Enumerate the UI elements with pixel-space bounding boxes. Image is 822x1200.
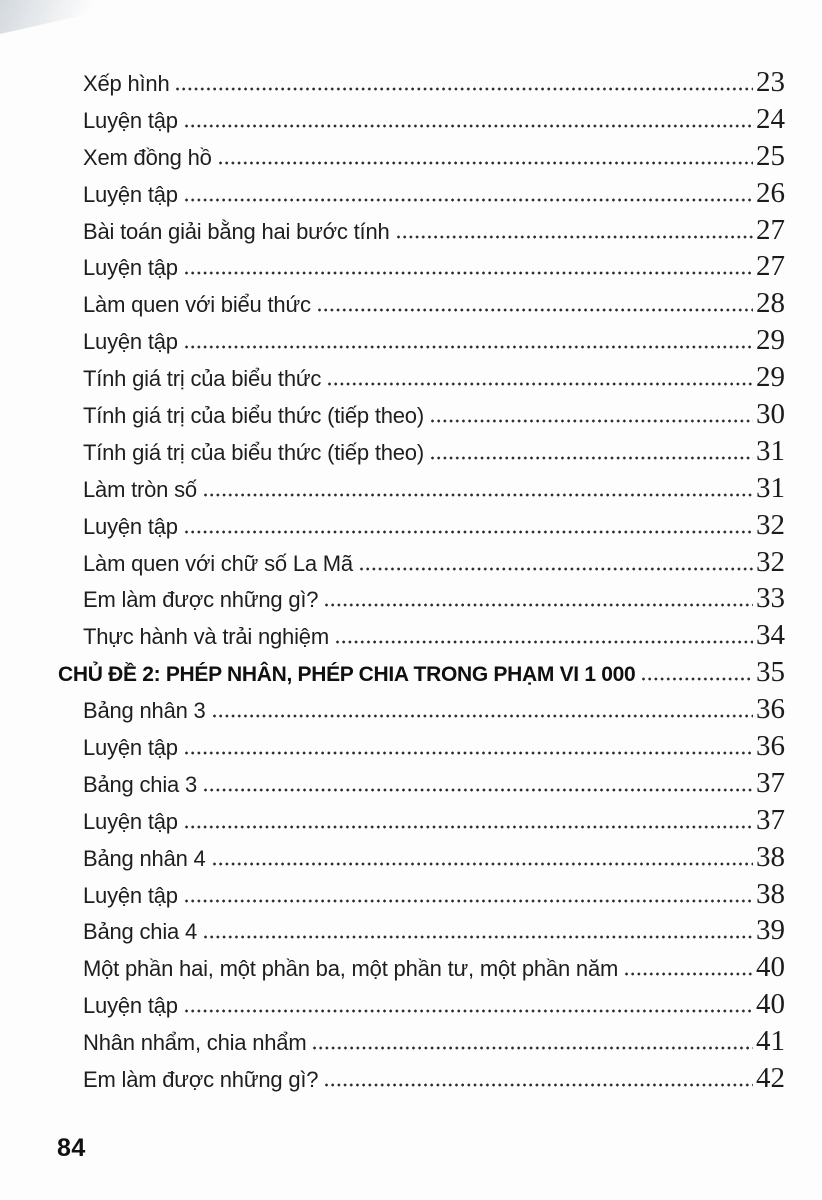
scan-corner-smudge [0, 0, 150, 34]
dot-leader [328, 382, 753, 386]
toc-row [58, 878, 785, 915]
dot-leader [431, 419, 753, 423]
toc-entry-label: Luyện tập [83, 255, 178, 281]
toc-row [58, 140, 785, 177]
toc-entry-label: Luyện tập [83, 329, 178, 355]
toc-entry-label: Bảng chia 3 [83, 771, 197, 797]
toc-entry-label: Nhân nhẩm, chia nhẩm [83, 1030, 307, 1056]
dot-leader [185, 825, 753, 829]
dot-leader [213, 714, 753, 718]
toc-entry-page: 37 [756, 803, 785, 836]
dot-leader [185, 198, 753, 202]
toc-entry-page: 29 [756, 324, 785, 357]
toc-entry-label: Bảng nhân 3 [83, 698, 206, 724]
toc-row [58, 324, 785, 361]
toc-entry-label: Xem đồng hồ [83, 144, 212, 170]
toc-entry-page: 38 [756, 877, 785, 910]
toc-entry-page: 33 [756, 582, 785, 615]
dot-leader [397, 235, 753, 239]
toc-entry-page: 30 [756, 398, 785, 431]
toc-entry-label: Luyện tập [83, 882, 178, 908]
toc-entry-page: 31 [756, 471, 785, 504]
dot-leader [325, 603, 753, 607]
footer-page-number: 84 [57, 1134, 86, 1162]
toc-entry-page: 35 [756, 656, 785, 689]
toc-entry-page: 40 [756, 988, 785, 1021]
dot-leader [185, 271, 753, 275]
toc-entry-page: 42 [756, 1062, 785, 1095]
toc-row [58, 509, 785, 546]
toc-row [58, 398, 785, 435]
dot-leader [625, 972, 753, 976]
toc-row [58, 361, 785, 398]
toc-row [58, 804, 785, 841]
toc-entry-label: Luyện tập [83, 735, 178, 761]
toc-entry-label: Luyện tập [83, 181, 178, 207]
dot-leader [325, 1083, 753, 1087]
dot-leader [204, 493, 753, 497]
toc-entry-page: 39 [756, 914, 785, 947]
toc-entry-page: 28 [756, 287, 785, 320]
toc-entry-page: 32 [756, 545, 785, 578]
toc-entry-label: Xếp hình [83, 71, 170, 96]
toc-row [58, 66, 785, 103]
table-of-contents [58, 66, 785, 1099]
toc-entry-page: 24 [756, 102, 785, 135]
toc-entry-label: Em làm được những gì? [83, 1067, 319, 1093]
dot-leader [185, 124, 753, 128]
toc-row [58, 1025, 785, 1062]
dot-leader [318, 308, 753, 312]
toc-entry-label: Làm quen với biểu thức [83, 292, 311, 318]
toc-entry-label: Em làm được những gì? [83, 587, 319, 613]
toc-entry-label: Thực hành và trải nghiệm [83, 624, 329, 650]
toc-row [58, 177, 785, 214]
toc-row [58, 472, 785, 509]
toc-entry-page: 41 [756, 1025, 785, 1058]
toc-entry-label: Làm quen với chữ số La Mã [83, 550, 353, 576]
toc-entry-label: Làm tròn số [83, 476, 197, 502]
toc-entry-label: Tính giá trị của biểu thức (tiếp theo) [83, 403, 424, 429]
toc-row [58, 619, 785, 656]
toc-row [58, 1062, 785, 1099]
toc-entry-label: Một phần hai, một phần ba, một phần tư, một phần năm [83, 956, 619, 982]
dot-leader [204, 935, 753, 939]
toc-entry-label: Luyện tập [83, 107, 178, 133]
toc-row [58, 582, 785, 619]
toc-row [58, 951, 785, 988]
toc-chapter-row [58, 656, 785, 693]
toc-row [58, 914, 785, 951]
toc-entry-page: 25 [756, 139, 785, 172]
dot-leader [313, 1046, 753, 1050]
toc-entry-page: 40 [756, 951, 785, 984]
toc-row [58, 988, 785, 1025]
dot-leader [219, 161, 753, 165]
toc-row [58, 214, 785, 251]
toc-entry-page: 26 [756, 176, 785, 209]
toc-entry-page: 23 [756, 66, 785, 98]
toc-row [58, 250, 785, 287]
toc-entry-page: 36 [756, 730, 785, 763]
toc-entry-page: 27 [756, 213, 785, 246]
dot-leader [176, 87, 753, 91]
toc-row [58, 730, 785, 767]
toc-row [58, 546, 785, 583]
toc-entry-label: Bài toán giải bằng hai bước tính [83, 218, 390, 244]
dot-leader [185, 345, 753, 349]
dot-leader [336, 640, 753, 644]
toc-entry-page: 32 [756, 508, 785, 541]
dot-leader [185, 530, 753, 534]
toc-entry-label: Bảng nhân 4 [83, 845, 206, 871]
dot-leader [360, 567, 753, 571]
toc-entry-label: Bảng chia 4 [83, 919, 197, 945]
toc-entry-label: Luyện tập [83, 513, 178, 539]
toc-entry-label: Tính giá trị của biểu thức [83, 366, 322, 392]
toc-row [58, 287, 785, 324]
toc-entry-page: 37 [756, 766, 785, 799]
toc-entry-page: 29 [756, 361, 785, 394]
toc-entry-page: 36 [756, 693, 785, 726]
toc-entry-page: 31 [756, 434, 785, 467]
toc-entry-label: CHỦ ĐỀ 2: PHÉP NHÂN, PHÉP CHIA TRONG PHẠM VI 1 000 [58, 663, 636, 687]
toc-entry-label: Tính giá trị của biểu thức (tiếp theo) [83, 439, 424, 465]
toc-row [58, 767, 785, 804]
dot-leader [213, 862, 753, 866]
toc-entry-page: 38 [756, 840, 785, 873]
dot-leader [431, 456, 753, 460]
toc-row [58, 103, 785, 140]
toc-row [58, 693, 785, 730]
dot-leader [185, 899, 753, 903]
dot-leader [204, 788, 753, 792]
toc-row [58, 841, 785, 878]
dot-leader [185, 1009, 753, 1013]
toc-row [58, 435, 785, 472]
toc-entry-page: 34 [756, 619, 785, 652]
toc-entry-label: Luyện tập [83, 808, 178, 834]
toc-entry-label: Luyện tập [83, 993, 178, 1019]
toc-entry-page: 27 [756, 250, 785, 283]
dot-leader [642, 677, 753, 681]
dot-leader [185, 751, 753, 755]
